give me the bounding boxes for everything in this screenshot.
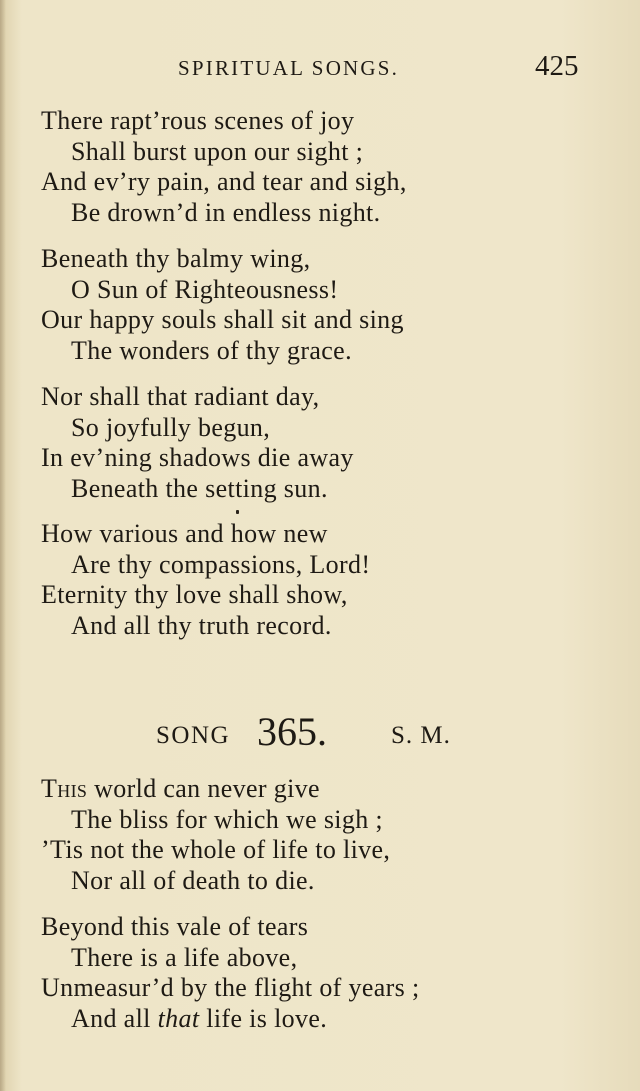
print-speck — [236, 510, 239, 514]
verse-line: And ev’ry pain, and tear and sigh, — [41, 167, 407, 196]
verse-line: Eternity thy love shall show, — [41, 580, 348, 609]
line-text: life is love. — [199, 1003, 328, 1033]
verse-line: The wonders of thy grace. — [71, 335, 352, 365]
verse-line: Unmeasur’d by the flight of years ; — [41, 973, 420, 1002]
verse-line: There rapt’rous scenes of joy — [41, 106, 355, 135]
song-label: SONG — [156, 722, 231, 749]
verse-line: Beyond this vale of tears — [41, 912, 309, 941]
verse-line: The bliss for which we sigh ; — [71, 804, 383, 834]
verse-line: Be drown’d in endless night. — [71, 197, 381, 227]
line-text: world can never give — [87, 774, 320, 803]
verse-line: Shall burst upon our sight ; — [71, 136, 364, 166]
stanza-3 — [41, 382, 601, 504]
song-stanza-2 — [41, 912, 601, 1034]
verse-line: So joyfully begun, — [71, 412, 271, 442]
stanza-4 — [41, 519, 601, 641]
verse-line — [41, 1004, 601, 1035]
verse-line: Beneath the setting sun. — [71, 473, 328, 503]
verse-line: There is a life above, — [71, 942, 298, 972]
verse-line: Nor shall that radiant day, — [41, 382, 320, 411]
verse-line: In ev’ning shadows die away — [41, 443, 354, 472]
verse-line: Our happy souls shall sit and sing — [41, 305, 404, 334]
page-number: 425 — [535, 50, 579, 82]
stanza-2 — [41, 244, 601, 366]
song-heading — [0, 706, 640, 762]
verse-line: O Sun of Righteousness! — [71, 274, 339, 304]
line-text: And all — [71, 1003, 158, 1033]
verse-line: And all thy truth record. — [71, 610, 332, 640]
song-stanza-1 — [41, 774, 601, 896]
verse-line: Are thy compassions, Lord! — [71, 549, 371, 579]
verse-line: Nor all of death to die. — [71, 865, 315, 895]
running-title: SPIRITUAL SONGS. — [178, 56, 400, 80]
verse-line: Beneath thy balmy wing, — [41, 244, 311, 273]
verse-line — [41, 774, 601, 805]
emphasis-word: that — [157, 1003, 200, 1033]
stanza-1 — [41, 106, 601, 228]
verse-line: ’Tis not the whole of life to live, — [41, 835, 391, 864]
song-meter: S. M. — [391, 722, 451, 749]
verse-line: How various and how new — [41, 519, 328, 548]
song-number: 365. — [257, 709, 327, 754]
page-header — [0, 50, 640, 90]
opening-word: This — [41, 774, 88, 803]
